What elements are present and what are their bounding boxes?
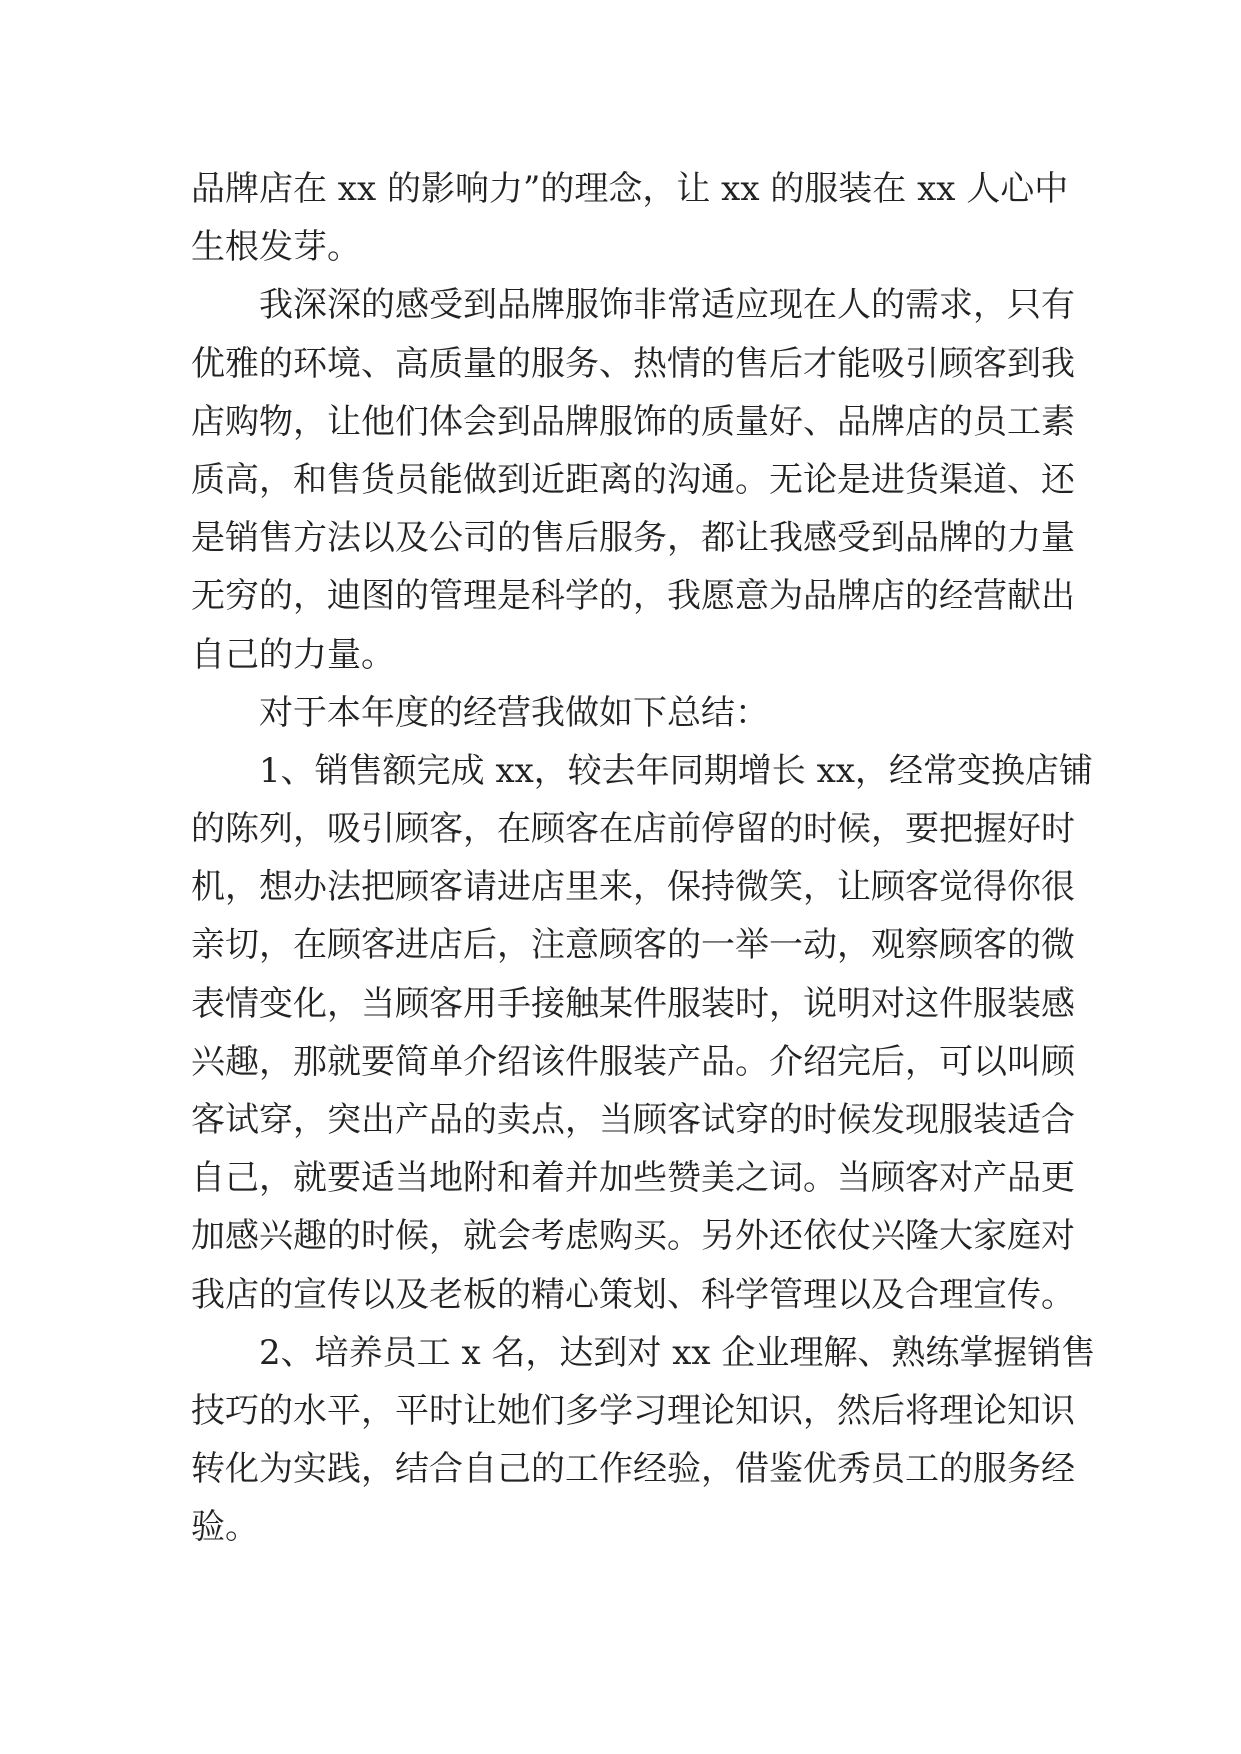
text-line: 客试穿，突出产品的卖点，当顾客试穿的时候发现服装适合 — [191, 1100, 1075, 1140]
text-line: 无穷的，迪图的管理是科学的，我愿意为品牌店的经营献出 — [191, 576, 1075, 617]
text-line: 转化为实践，结合自己的工作经验，借鉴优秀员工的服务经 — [191, 1449, 1075, 1490]
list-item-first-line: 2、培养员工 x 名，达到对 xx 企业理解、熟练掌握销售 — [259, 1332, 1096, 1373]
text-line: 优雅的环境、高质量的服务、热情的售后才能吸引顾客到我 — [191, 343, 1075, 384]
text-line: 店购物，让他们体会到品牌服饰的质量好、品牌店的员工素 — [191, 401, 1075, 442]
text-line: 是销售方法以及公司的售后服务，都让我感受到品牌的力量 — [191, 518, 1075, 559]
document-body — [191, 160, 1096, 1557]
paragraph-first-line: 我深深的感受到品牌服饰非常适应现在人的需求，只有 — [259, 285, 1075, 326]
list-item-first-line: 1、销售额完成 xx，较去年同期增长 xx，经常变换店铺 — [259, 750, 1093, 791]
text-line: 的陈列，吸引顾客，在顾客在店前停留的时候，要把握好时 — [191, 809, 1075, 850]
paragraph-first-line: 对于本年度的经营我做如下总结： — [259, 692, 769, 733]
text-line: 加感兴趣的时候，就会考虑购买。另外还依仗兴隆大家庭对 — [191, 1216, 1075, 1257]
text-line: 自己，就要适当地附和着并加些赞美之词。当顾客对产品更 — [191, 1158, 1075, 1199]
text-line: 生根发芽。 — [191, 227, 361, 268]
text-line: 技巧的水平，平时让她们多学习理论知识，然后将理论知识 — [191, 1390, 1075, 1431]
text-line: 质高，和售货员能做到近距离的沟通。无论是进货渠道、还 — [191, 459, 1075, 500]
text-line: 兴趣，那就要简单介绍该件服装产品。介绍完后，可以叫顾 — [191, 1041, 1075, 1082]
text-line: 我店的宣传以及老板的精心策划、科学管理以及合理宣传。 — [191, 1274, 1075, 1315]
text-line: 表情变化，当顾客用手接触某件服装时，说明对这件服装感 — [191, 983, 1075, 1024]
text-line: 验。 — [191, 1507, 259, 1548]
text-line: 机，想办法把顾客请进店里来，保持微笑，让顾客觉得你很 — [191, 867, 1075, 908]
text-line: 亲切，在顾客进店后，注意顾客的一举一动，观察顾客的微 — [191, 925, 1075, 966]
text-line: 品牌店在 xx 的影响力”的理念，让 xx 的服装在 xx 人心中 — [191, 169, 1069, 209]
text-line: 自己的力量。 — [191, 634, 395, 675]
